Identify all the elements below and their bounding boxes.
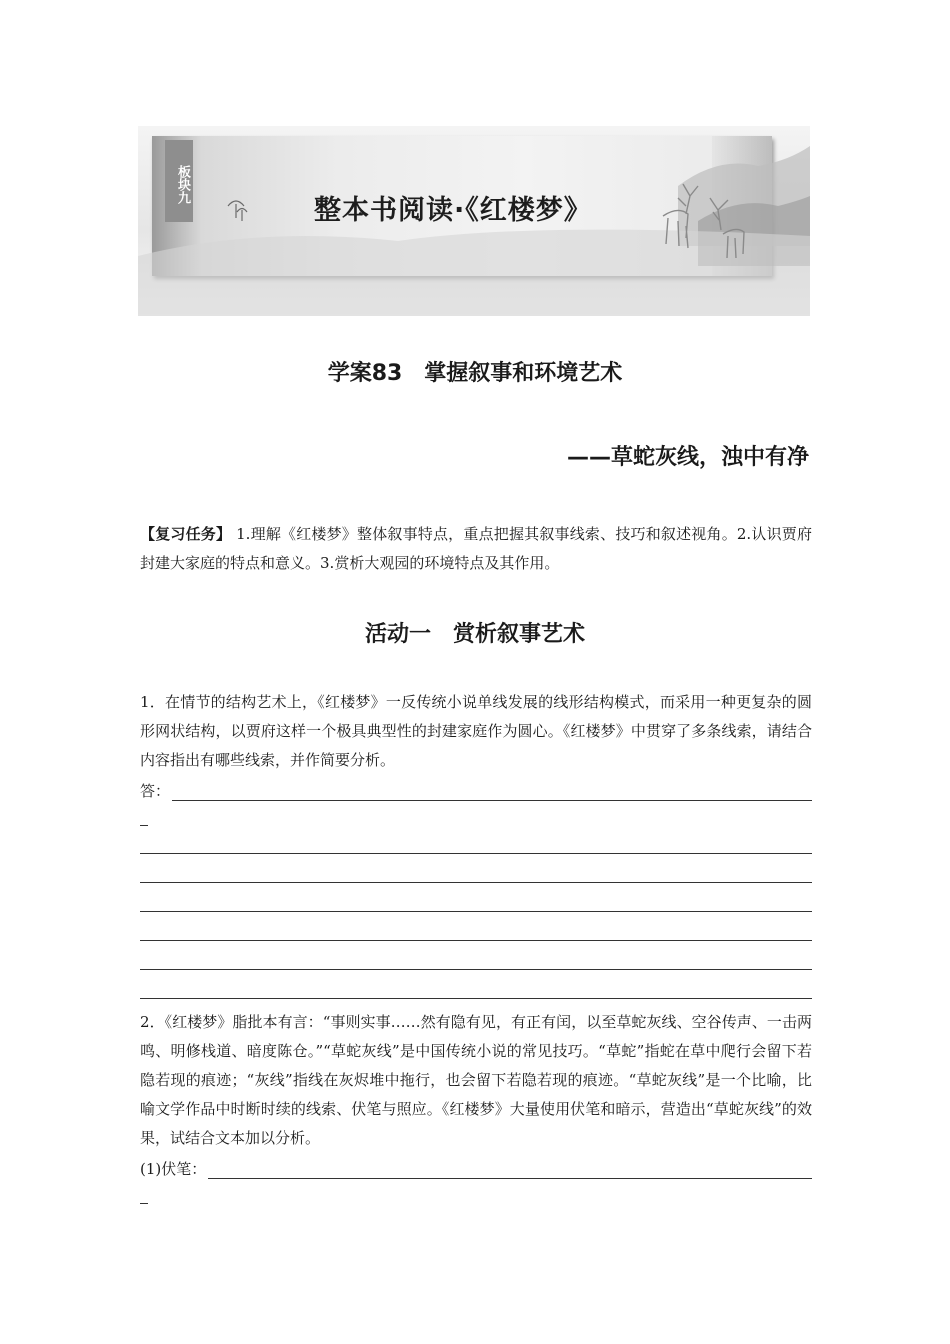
- answer-1-rule: [140, 940, 812, 941]
- activity-title: 活动一 赏析叙事艺术: [364, 622, 585, 647]
- answer-1-rule: [140, 969, 812, 970]
- lesson-subtitle: ——草蛇灰线，浊中有净: [566, 445, 809, 470]
- answer-2-1-line: [208, 1164, 812, 1179]
- lesson-title: 学案83 掌握叙事和环境艺术: [327, 361, 623, 386]
- answer-1-line: [172, 786, 812, 801]
- answer-1-rule: [140, 882, 812, 883]
- answer-2-1-dash: [140, 1203, 148, 1204]
- banner-title: 整本书阅读·《红楼梦》: [314, 195, 592, 226]
- banner-tab: 板块九: [165, 140, 193, 222]
- question-1-text: 1．在情节的结构艺术上，《红楼梦》一反传统小说单线发展的线形结构模式，而采用一种更复杂的圆形网状结构，以贾府这样一个极具典型性的封建家庭作为圆心。《红楼梦》中贯穿了多条线索，请结合内容指出有哪些线索，并作简要分析。: [140, 693, 812, 769]
- review-task-text: 1.理解《红楼梦》整体叙事特点，重点把握其叙事线索、技巧和叙述视角。2.认识贾府封建大家庭的特点和意义。3.赏析大观园的环境特点及其作用。: [140, 525, 812, 572]
- answer-1-rule: [140, 998, 812, 999]
- answer-1-dash: [140, 825, 148, 826]
- answer-1-rule: [140, 853, 812, 854]
- answer-1-label: 答：: [140, 782, 171, 800]
- question-2-text: 2．《红楼梦》脂批本有言：“事则实事……然有隐有见，有正有闰，以至草蛇灰线、空谷传声、一击两鸣、明修栈道、暗度陈仓。”“草蛇灰线”是中国传统小说的常见技巧。“草蛇”指蛇在草中爬行会留下若隐若现的痕迹；“灰线”指线在灰烬堆中拖行，也会留下若隐若现的痕迹。“草蛇灰线”是一个比喻，比喻文学作品中时断时续的线索、伏笔与照应。《红楼梦》大量使用伏笔和暗示，营造出“草蛇灰线”的效果，试结合文本加以分析。: [140, 1013, 812, 1147]
- review-task-label: 【复习任务】: [140, 525, 232, 543]
- answer-1-field[interactable]: [140, 781, 812, 801]
- review-task: [140, 520, 812, 578]
- answer-2-1-label: (1)伏笔：: [140, 1160, 207, 1178]
- section-banner: [138, 126, 810, 316]
- answer-1-rule: [140, 911, 812, 912]
- answer-2-1-field[interactable]: [140, 1159, 812, 1179]
